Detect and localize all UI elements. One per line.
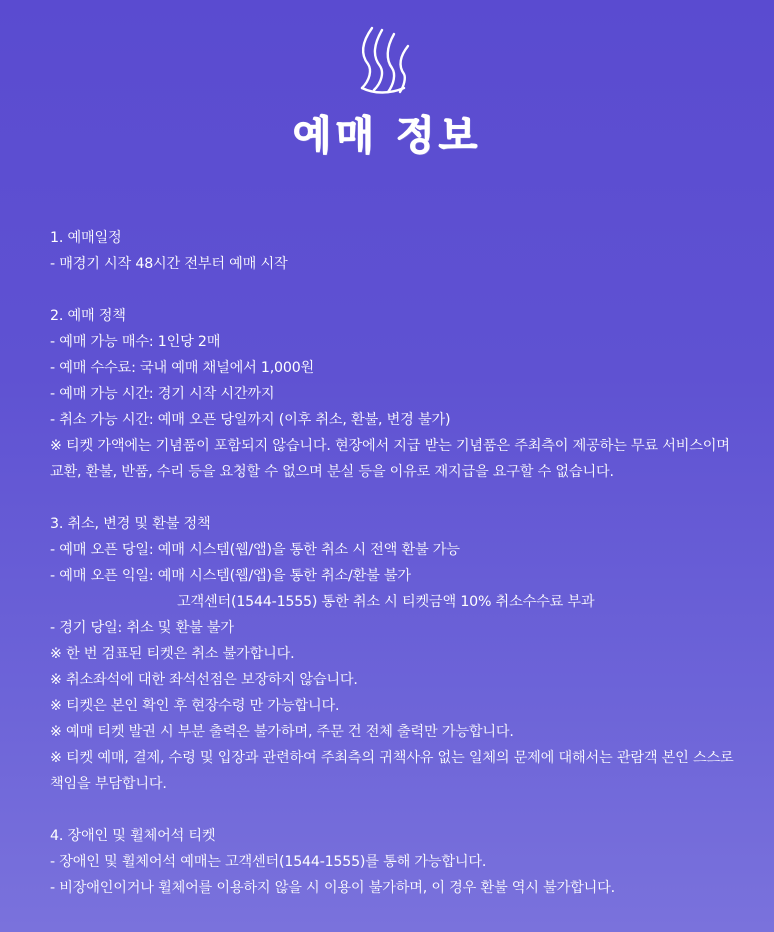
section-accessible xyxy=(50,823,740,901)
flame-icon xyxy=(354,24,416,96)
list-item: - 경기 당일: 취소 및 환불 불가 xyxy=(50,620,234,636)
page-title: 예매 정보 xyxy=(292,113,482,159)
policy-note: ※ 티켓 가액에는 기념품이 포함되지 않습니다. 현장에서 지급 받는 기념품은 주최측이 제공하는 무료 서비스이며 교환, 환불, 반품, 수리 등을 요청할 수 없으며 분실 등을 이유로 재지급을 요구할 수 없습니다. xyxy=(50,438,730,480)
ticket-info-content xyxy=(50,225,740,901)
list-item: - 예매 가능 시간: 경기 시작 시간까지 xyxy=(50,386,275,402)
list-item: - 비장애인이거나 휠체어를 이용하지 않을 시 이용이 불가하며, 이 경우 환불 역시 불가합니다. xyxy=(50,880,615,896)
list-item: - 예매 가능 매수: 1인당 2매 xyxy=(50,334,221,350)
list-item: ※ 티켓은 본인 확인 후 현장수령 만 가능합니다. xyxy=(50,698,340,714)
list-item: - 장애인 및 휠체어석 예매는 고객센터(1544-1555)를 통해 가능합니다. xyxy=(50,854,487,870)
list-item: - 예매 오픈 익일: 예매 시스템(웹/앱)을 통한 취소/환불 불가 xyxy=(50,568,411,584)
list-item: ※ 한 번 검표된 티켓은 취소 불가합니다. xyxy=(50,646,295,662)
refund-note: ※ 티켓 예매, 결제, 수령 및 입장과 관련하여 주최측의 귀책사유 없는 일체의 문제에 대해서는 관람객 본인 스스로 책임을 부담합니다. xyxy=(50,750,734,792)
list-item: - 매경기 시작 48시간 전부터 예매 시작 xyxy=(50,256,288,272)
section-heading: 2. 예매 정책 xyxy=(50,308,126,324)
list-item: ※ 예매 티켓 발권 시 부분 출력은 불가하며, 주문 건 전체 출력만 가능합니다. xyxy=(50,724,514,740)
list-item: ※ 취소좌석에 대한 좌석선점은 보장하지 않습니다. xyxy=(50,672,358,688)
list-item-indent: 고객센터(1544-1555) 통한 취소 시 티켓금액 10% 취소수수료 부과 xyxy=(177,594,595,610)
list-item: - 예매 수수료: 국내 예매 채널에서 1,000원 xyxy=(50,360,315,376)
section-heading: 3. 취소, 변경 및 환불 정책 xyxy=(50,516,211,532)
section-policy xyxy=(50,303,740,485)
list-item: - 예매 오픈 당일: 예매 시스템(웹/앱)을 통한 취소 시 전액 환불 가능 xyxy=(50,542,460,558)
section-heading: 4. 장애인 및 휠체어석 티켓 xyxy=(50,828,216,844)
section-refund xyxy=(50,511,740,797)
section-heading: 1. 예매일정 xyxy=(50,230,122,246)
section-schedule xyxy=(50,225,740,277)
list-item: - 취소 가능 시간: 예매 오픈 당일까지 (이후 취소, 환불, 변경 불가) xyxy=(50,412,451,428)
